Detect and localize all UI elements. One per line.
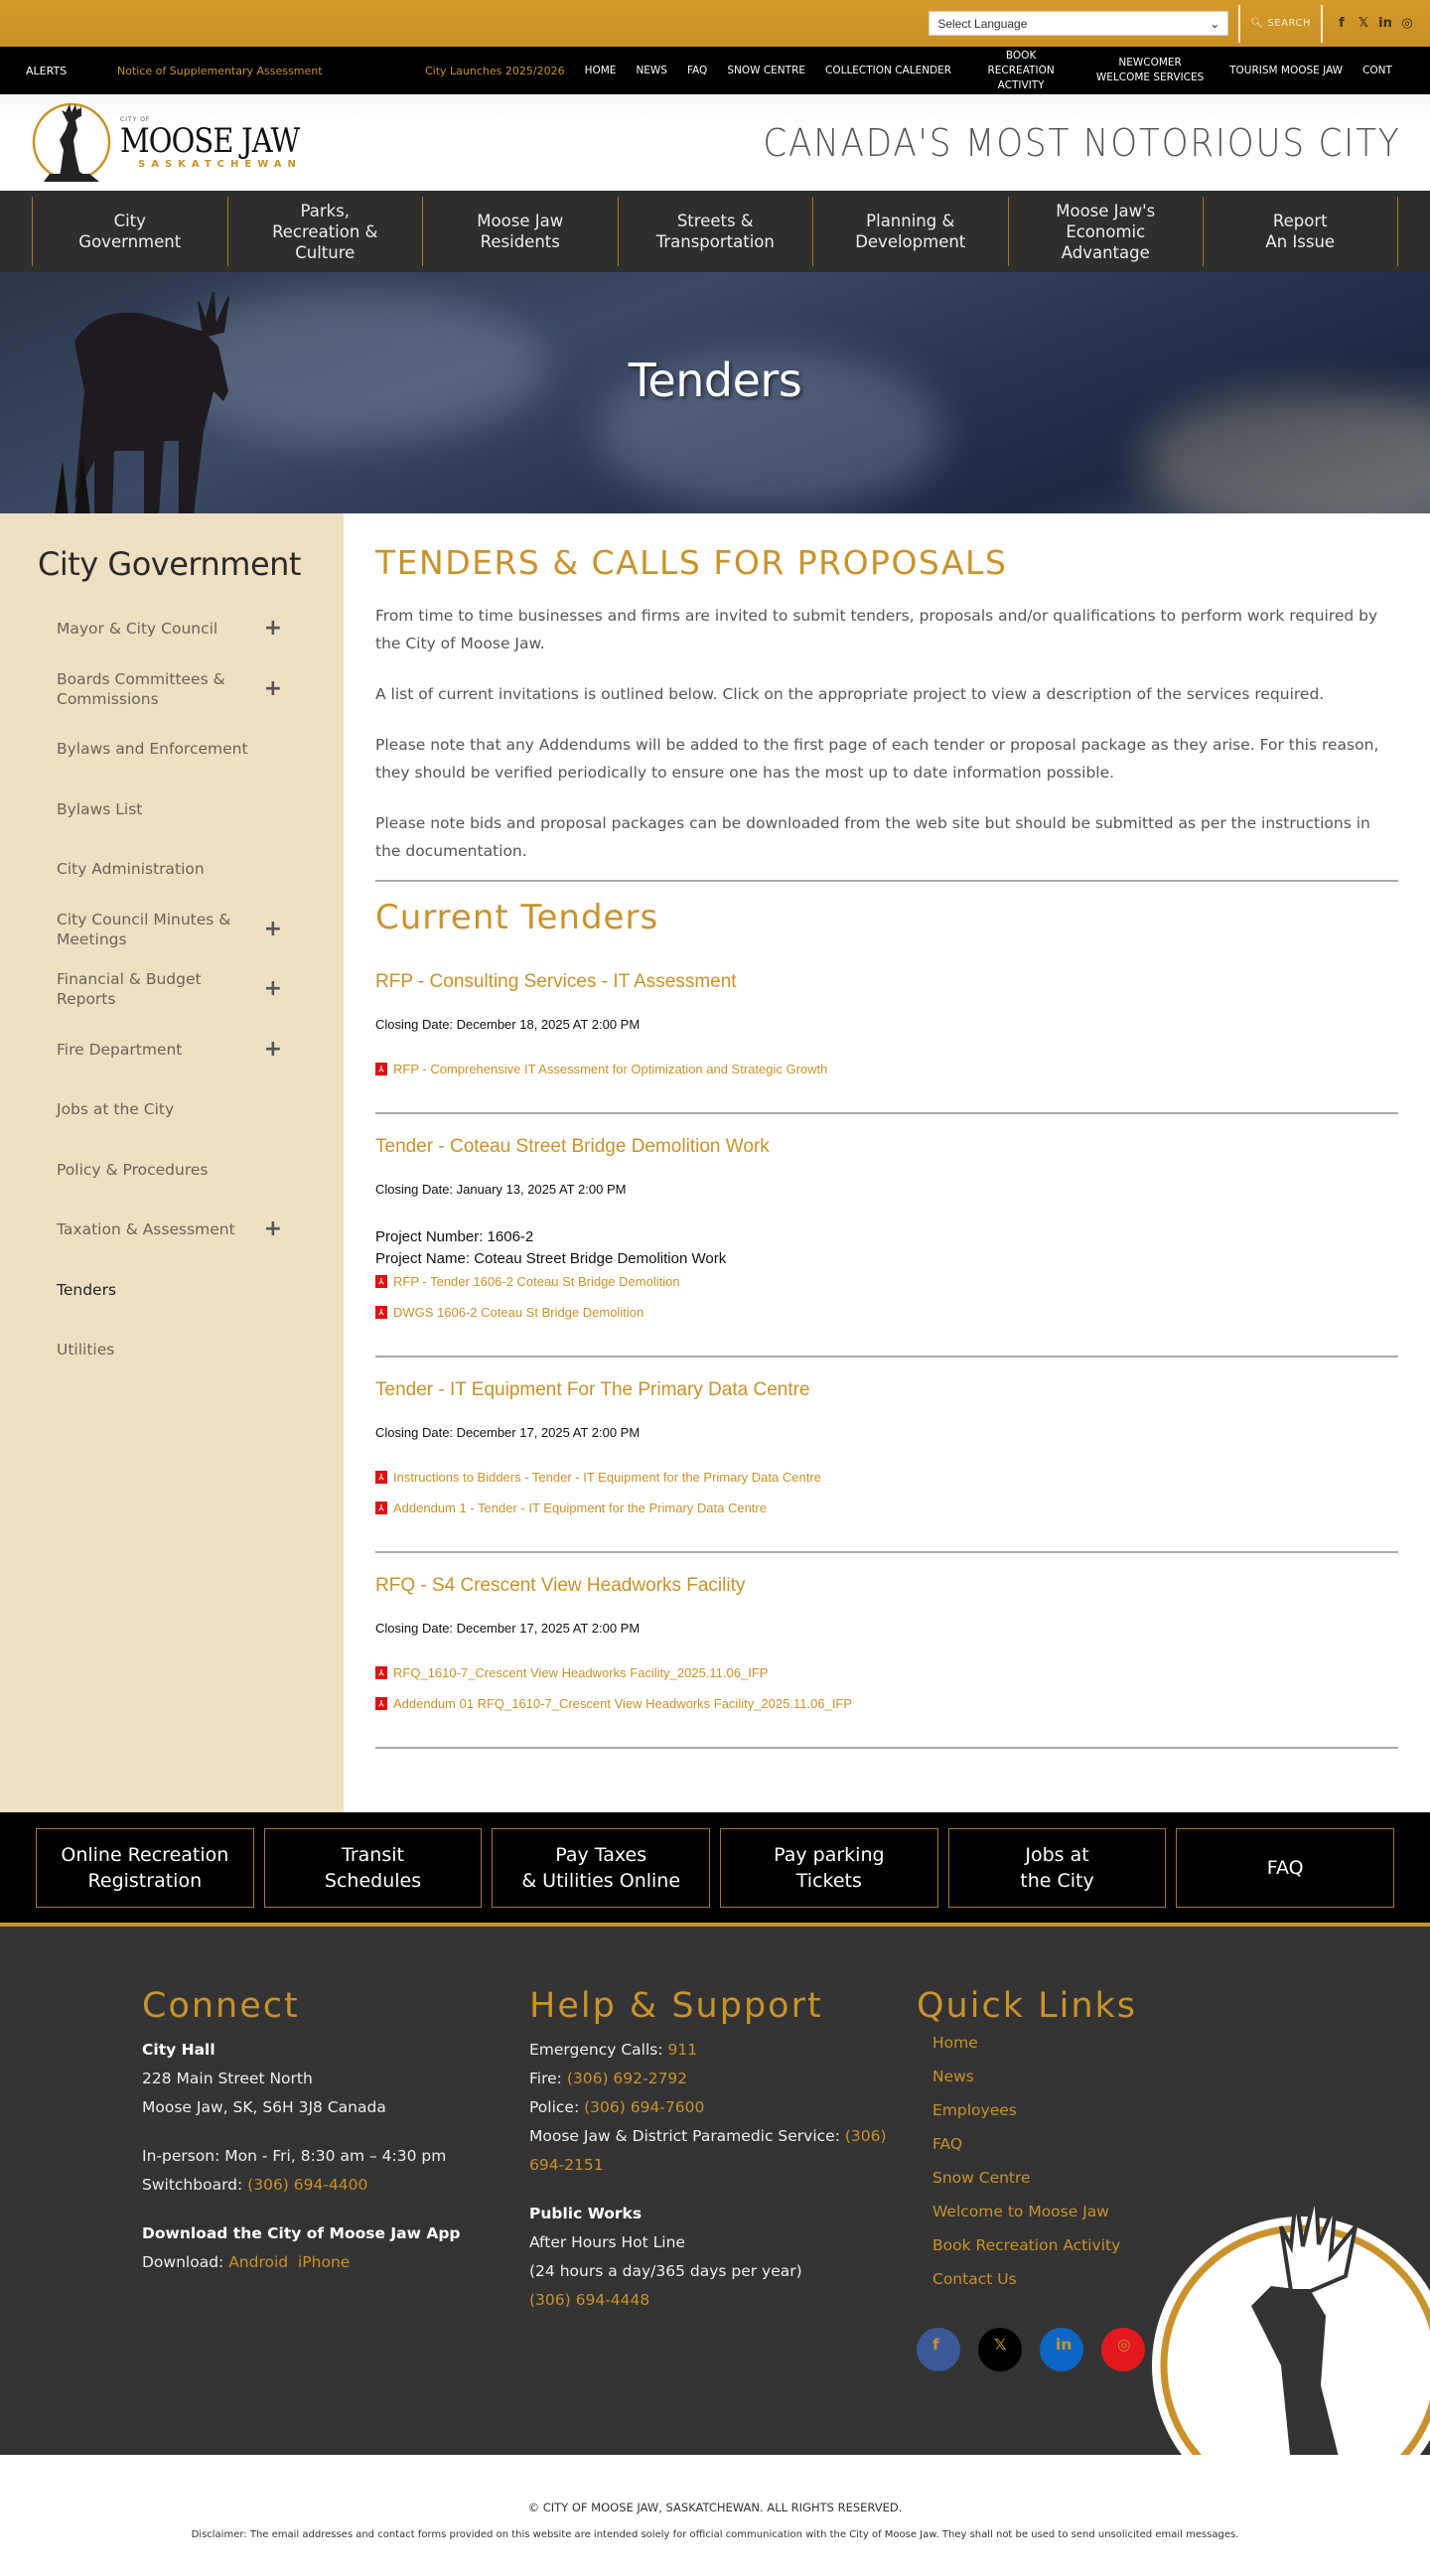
- sidebar-title: City Government: [38, 545, 301, 583]
- instagram-icon[interactable]: ◎: [1101, 2328, 1145, 2371]
- sidebar-item-label: Taxation & Assessment: [57, 1220, 235, 1239]
- quick-button[interactable]: [492, 1828, 710, 1908]
- tender-title[interactable]: Tender - IT Equipment For The Primary Data Centre: [375, 1379, 810, 1400]
- sidebar-item[interactable]: [0, 1140, 344, 1201]
- footer-help: [529, 1986, 917, 2455]
- pdf-icon: ⅄: [375, 1063, 387, 1075]
- quick-button[interactable]: [720, 1828, 938, 1908]
- sidebar-item-label: Boards Committees & Commissions: [57, 669, 225, 708]
- switchboard-label: Switchboard:: [142, 2176, 248, 2194]
- tender-item: [375, 971, 1398, 1112]
- document-link[interactable]: [375, 1696, 1398, 1711]
- quick-link[interactable]: Home: [932, 2034, 978, 2052]
- intro-paragraph: Please note bids and proposal packages can be downloaded from the web site but should be submitted as per the instructions in the documentation.: [375, 814, 1370, 860]
- expand-plus-icon[interactable]: +: [263, 616, 282, 642]
- main-nav-residents[interactable]: Moose Jaw Residents: [422, 197, 618, 266]
- sidebar-item[interactable]: [0, 1020, 344, 1080]
- language-select[interactable]: [929, 11, 1228, 36]
- main-nav-report-issue[interactable]: Report An Issue: [1203, 197, 1398, 266]
- logo-text: [120, 116, 331, 170]
- top-nav-faq[interactable]: FAQ: [686, 64, 708, 76]
- quick-button-label: FAQ: [1266, 1856, 1304, 1879]
- moose-emblem-icon: [30, 100, 114, 185]
- pdf-icon: ⅄: [375, 1502, 387, 1514]
- expand-plus-icon[interactable]: +: [263, 916, 282, 941]
- quick-button[interactable]: [264, 1828, 483, 1908]
- expand-plus-icon[interactable]: +: [263, 1036, 282, 1062]
- x-icon[interactable]: 𝕏: [978, 2328, 1022, 2371]
- emergency-label: Emergency Calls:: [529, 2041, 668, 2059]
- disclaimer-text: Disclaimer: The email addresses and contact forms provided on this website are intended solely for official communication with the City of Moose Jaw. They shall not be used to send unsolicited email messages.: [191, 2529, 1239, 2540]
- project-name: Project Name: Coteau Street Bridge Demolition Work: [375, 1250, 727, 1267]
- closing-date: Closing Date: December 18, 2025 AT 2:00 PM: [375, 1017, 641, 1032]
- sidebar-item[interactable]: [0, 1260, 344, 1321]
- sidebar-item[interactable]: [0, 900, 344, 960]
- sidebar: [0, 513, 344, 1812]
- pdf-icon: ⅄: [375, 1666, 387, 1679]
- hero-banner: [0, 272, 1430, 513]
- facebook-icon[interactable]: f: [917, 2328, 960, 2371]
- tagline: CANADA'S MOST NOTORIOUS CITY: [762, 120, 1400, 165]
- site-header: [0, 94, 1430, 191]
- alerts-label: ALERTS: [26, 64, 68, 77]
- top-nav-collection-calender[interactable]: COLLECTION CALENDER: [825, 64, 952, 76]
- pdf-icon: ⅄: [375, 1697, 387, 1710]
- copyright-bar: [0, 2455, 1430, 2576]
- alert-link[interactable]: City Launches 2025/2026: [425, 64, 565, 77]
- quick-link[interactable]: Employees: [932, 2101, 1017, 2119]
- iphone-link[interactable]: iPhone: [298, 2253, 351, 2271]
- sidebar-item[interactable]: [0, 719, 344, 780]
- after-hours-label: After Hours Hot Line: [529, 2233, 685, 2251]
- footer-connect: [142, 1986, 529, 2455]
- sidebar-item[interactable]: [0, 1200, 344, 1260]
- page-title: TENDERS & CALLS FOR PROPOSALS: [375, 543, 1008, 582]
- sidebar-item-label: Policy & Procedures: [57, 1160, 209, 1179]
- closing-date: Closing Date: December 17, 2025 AT 2:00 PM: [375, 1621, 641, 1636]
- pdf-icon: ⅄: [375, 1471, 387, 1484]
- search-label: SEARCH: [1267, 18, 1311, 29]
- quick-button[interactable]: [36, 1828, 254, 1908]
- main-nav-economic-advantage[interactable]: Moose Jaw's Economic Advantage: [1008, 197, 1204, 266]
- divider: [375, 880, 1398, 882]
- switchboard: [142, 2171, 529, 2200]
- public-works-phone-link[interactable]: (306) 694-4448: [529, 2291, 650, 2309]
- content-area: [0, 513, 1430, 1812]
- sidebar-item[interactable]: [0, 599, 344, 659]
- document-link[interactable]: [375, 1274, 1398, 1289]
- tender-item: [375, 1379, 1398, 1551]
- linkedin-icon[interactable]: in: [1378, 16, 1392, 31]
- app-heading: Download the City of Moose Jaw App: [142, 2224, 461, 2242]
- quick-button-label: Online Recreation Registration: [61, 1843, 229, 1892]
- document-link[interactable]: [375, 1062, 1398, 1076]
- main-nav-streets[interactable]: Streets & Transportation: [618, 197, 813, 266]
- address-line: Moose Jaw, SK, S6H 3J8 Canada: [142, 2098, 386, 2116]
- divider: [1238, 5, 1240, 43]
- language-select-value: Select Language: [937, 16, 1028, 31]
- app-download: [142, 2248, 529, 2277]
- quick-button-label: Pay parking Tickets: [774, 1843, 885, 1892]
- intro-paragraph: Please note that any Addendums will be added to the first page of each tender or proposal package as they arise. For this reason, they should be verified periodically to ensure one has the most up to date information possible.: [375, 736, 1379, 782]
- sidebar-item-label: City Council Minutes & Meetings: [57, 910, 231, 948]
- top-nav-book-recreation[interactable]: BOOK RECREATION ACTIVITY: [987, 49, 1055, 91]
- document-link-label: Addendum 1 - Tender - IT Equipment for the Primary Data Centre: [393, 1501, 767, 1515]
- police-phone-link[interactable]: (306) 694-7600: [584, 2098, 705, 2116]
- divider: [375, 1112, 1398, 1114]
- availability-label: (24 hours a day/365 days per year): [529, 2262, 802, 2280]
- sidebar-item-label: Fire Department: [57, 1040, 183, 1059]
- tender-title[interactable]: RFQ - S4 Crescent View Headworks Facility: [375, 1575, 746, 1596]
- police-label: Police:: [529, 2098, 585, 2116]
- expand-plus-icon[interactable]: +: [263, 1216, 282, 1242]
- pdf-icon: ⅄: [375, 1306, 387, 1319]
- instagram-icon[interactable]: ◎: [1401, 16, 1413, 31]
- main-nav: [0, 191, 1430, 272]
- paramedic-label: Moose Jaw & District Paramedic Service:: [529, 2127, 845, 2145]
- top-nav-newcomer-services[interactable]: NEWCOMER WELCOME SERVICES: [1095, 57, 1205, 83]
- moose-emblem-icon: [1142, 2167, 1430, 2455]
- footer-quick-links-heading: Quick Links: [917, 1986, 1138, 2026]
- sidebar-item-label: Jobs at the City: [57, 1100, 175, 1119]
- quick-link[interactable]: Contact Us: [932, 2270, 1017, 2288]
- document-link[interactable]: [375, 1470, 1398, 1485]
- document-link[interactable]: [375, 1665, 1398, 1680]
- sidebar-item[interactable]: [0, 839, 344, 900]
- document-link-label: RFP - Tender 1606-2 Coteau St Bridge Demolition: [393, 1274, 680, 1289]
- fire-phone-link[interactable]: (306) 692-2792: [566, 2070, 688, 2087]
- quick-link[interactable]: News: [932, 2068, 974, 2085]
- search-icon: 🔍︎: [1250, 18, 1264, 29]
- chevron-down-icon: ⌄: [1210, 16, 1220, 31]
- main-nav-city-government[interactable]: City Government: [32, 197, 227, 266]
- quick-link[interactable]: Welcome to Moose Jaw: [932, 2203, 1109, 2220]
- main-nav-parks-recreation[interactable]: Parks, Recreation & Culture: [227, 197, 423, 266]
- sidebar-item-label: Utilities: [57, 1341, 115, 1360]
- top-nav-news[interactable]: NEWS: [636, 64, 667, 76]
- pdf-icon: ⅄: [375, 1275, 387, 1288]
- logo-province: SASKATCHEWAN: [138, 158, 302, 170]
- document-link-label: DWGS 1606-2 Coteau St Bridge Demolition: [393, 1305, 644, 1320]
- sidebar-item-label: Bylaws and Enforcement: [57, 740, 248, 759]
- tender-title[interactable]: Tender - Coteau Street Bridge Demolition Work: [375, 1136, 770, 1157]
- city-hall-label: City Hall: [142, 2041, 215, 2059]
- social-links-top: [1333, 15, 1416, 33]
- expand-plus-icon[interactable]: +: [263, 976, 282, 1002]
- footer-connect-heading: Connect: [142, 1986, 300, 2026]
- closing-date: Closing Date: January 13, 2025 AT 2:00 PM: [375, 1182, 627, 1197]
- public-works-label: Public Works: [529, 2205, 643, 2222]
- current-tenders-heading: Current Tenders: [375, 898, 659, 937]
- linkedin-icon[interactable]: in: [1040, 2328, 1083, 2371]
- main-content: [344, 513, 1430, 1812]
- quick-button-label: Pay Taxes & Utilities Online: [521, 1843, 681, 1892]
- sidebar-item-label: Financial & Budget Reports: [57, 970, 202, 1009]
- top-nav-home[interactable]: HOME: [584, 64, 617, 76]
- quick-button[interactable]: [948, 1828, 1167, 1908]
- tender-item: [375, 1575, 1398, 1747]
- closing-date: Closing Date: December 17, 2025 AT 2:00 PM: [375, 1425, 641, 1440]
- main-nav-planning[interactable]: Planning & Development: [812, 197, 1008, 266]
- download-label: Download:: [142, 2253, 229, 2271]
- document-link[interactable]: [375, 1501, 1398, 1515]
- document-link-label: Addendum 01 RFQ_1610-7_Crescent View Headworks Facility_2025.11.06_IFP: [393, 1696, 852, 1711]
- top-nav-tourism[interactable]: TOURISM MOOSE JAW: [1229, 64, 1344, 76]
- sidebar-item[interactable]: [0, 959, 344, 1020]
- sidebar-item[interactable]: [0, 1079, 344, 1140]
- project-number: Project Number: 1606-2: [375, 1228, 534, 1245]
- sidebar-item[interactable]: [0, 1320, 344, 1380]
- switchboard-phone-link[interactable]: (306) 694-4400: [247, 2176, 368, 2194]
- sidebar-item[interactable]: [0, 780, 344, 840]
- android-link[interactable]: Android: [228, 2253, 289, 2271]
- quick-button[interactable]: [1176, 1828, 1394, 1908]
- alert-link[interactable]: Notice of Supplementary Assessment: [117, 64, 323, 77]
- quick-link[interactable]: Snow Centre: [932, 2169, 1031, 2187]
- search-button[interactable]: [1250, 18, 1311, 29]
- facebook-icon[interactable]: f: [1339, 16, 1345, 31]
- office-hours: In-person: Mon - Fri, 8:30 am – 4:30 pm: [142, 2147, 447, 2165]
- expand-plus-icon[interactable]: +: [263, 675, 282, 701]
- quick-button-label: Jobs at the City: [1020, 1843, 1094, 1892]
- divider: [375, 1356, 1398, 1358]
- document-link[interactable]: [375, 1305, 1398, 1320]
- sidebar-item-label: Mayor & City Council: [57, 620, 218, 639]
- intro-paragraph: From time to time businesses and firms are invited to submit tenders, proposals and/or qualifications to perform work required by the City of Moose Jaw.: [375, 607, 1378, 652]
- divider: [375, 1551, 1398, 1553]
- quick-buttons-bar: [0, 1812, 1430, 1927]
- tender-item: [375, 1136, 1398, 1356]
- address-line: 228 Main Street North: [142, 2070, 313, 2087]
- top-nav-snow-centre[interactable]: SNOW CENTRE: [727, 64, 805, 76]
- hero-title: Tenders: [628, 354, 802, 407]
- intro-paragraph: A list of current invitations is outlined below. Click on the appropriate project to view a description of the services required.: [375, 685, 1325, 703]
- divider: [1321, 5, 1323, 43]
- copyright-text: © CITY OF MOOSE JAW, SASKATCHEWAN. ALL RIGHTS RESERVED.: [527, 2501, 903, 2514]
- sidebar-item-label: Bylaws List: [57, 799, 143, 818]
- top-nav-contact[interactable]: CONT: [1362, 64, 1392, 76]
- quick-link[interactable]: FAQ: [932, 2135, 963, 2153]
- sidebar-item-label: City Administration: [57, 860, 205, 879]
- sidebar-item[interactable]: [0, 659, 344, 720]
- top-utility-bar: [0, 0, 1430, 47]
- logo-name: MOOSE JAW: [120, 120, 300, 161]
- footer-help-heading: Help & Support: [529, 1986, 823, 2026]
- quick-link[interactable]: Book Recreation Activity: [932, 2236, 1121, 2254]
- footer: [0, 1927, 1430, 2455]
- tender-title[interactable]: RFP - Consulting Services - IT Assessment: [375, 971, 737, 992]
- emergency-phone-link[interactable]: 911: [667, 2041, 698, 2059]
- sidebar-item-label: Tenders: [57, 1280, 117, 1299]
- document-link-label: RFQ_1610-7_Crescent View Headworks Facility_2025.11.06_IFP: [393, 1665, 769, 1680]
- document-link-label: RFP - Comprehensive IT Assessment for Optimization and Strategic Growth: [393, 1062, 828, 1076]
- divider: [375, 1747, 1398, 1749]
- paramedic-phone-link[interactable]: (306) 694-2151: [529, 2127, 887, 2174]
- document-link-label: Instructions to Bidders - Tender - IT Equipment for the Primary Data Centre: [393, 1470, 821, 1485]
- site-logo[interactable]: [30, 100, 331, 185]
- quick-button-label: Transit Schedules: [324, 1843, 422, 1892]
- secondary-nav-bar: [0, 47, 1430, 94]
- logo-city-of: CITY OF: [120, 115, 151, 123]
- fire-label: Fire:: [529, 2070, 567, 2087]
- x-icon[interactable]: 𝕏: [1358, 16, 1369, 31]
